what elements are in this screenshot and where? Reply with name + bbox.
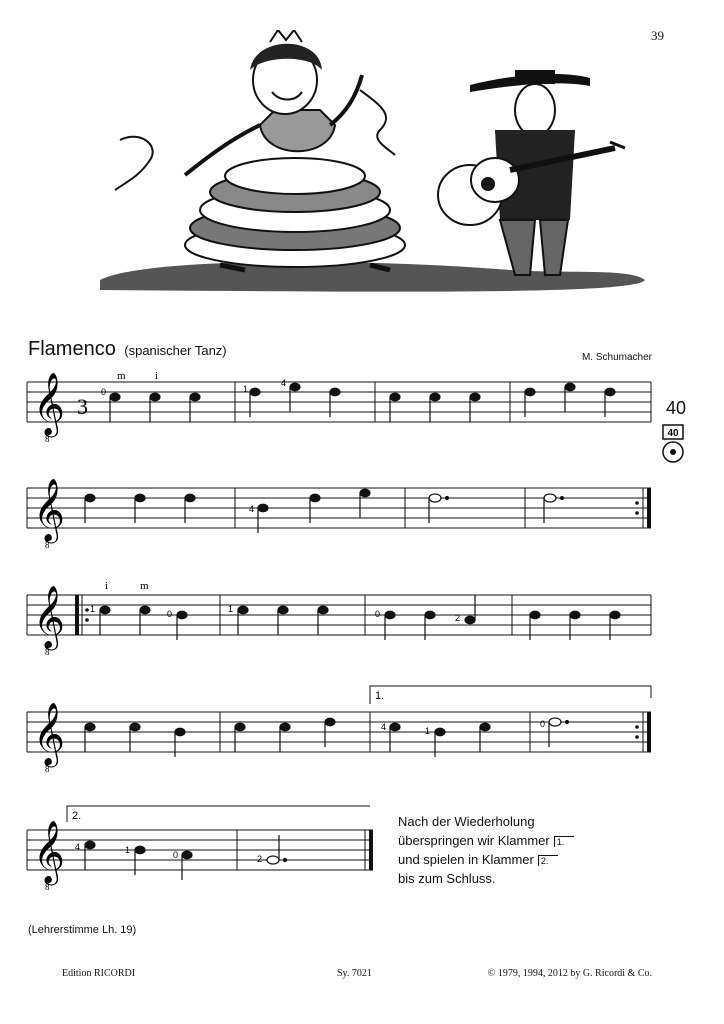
finger-mark-m: m bbox=[117, 370, 126, 382]
volta-label: 1. bbox=[375, 690, 385, 702]
treble-clef: 𝄞 bbox=[33, 372, 65, 435]
song-subtitle: (spanischer Tanz) bbox=[124, 343, 227, 358]
treble-clef: 𝄞 bbox=[33, 702, 65, 765]
finger-mark-i: i bbox=[155, 370, 159, 382]
notes-system-1 bbox=[110, 383, 615, 422]
song-title-line bbox=[28, 338, 668, 361]
instruction-line-4: bis zum Schluss. bbox=[398, 871, 496, 886]
notes-system-3 bbox=[100, 595, 620, 640]
repeat-instructions bbox=[398, 812, 618, 888]
treble-clef: 𝄞 bbox=[33, 820, 65, 883]
instruction-line-3-text: und spielen in Klammer bbox=[398, 852, 534, 867]
dancer-figure bbox=[115, 30, 405, 270]
finger-mark-i: i bbox=[105, 580, 109, 592]
fingering-1: 1 bbox=[425, 726, 431, 736]
clef-octave-mark: 8 bbox=[45, 647, 50, 657]
fingering-4: 4 bbox=[281, 378, 287, 388]
fingering-4: 4 bbox=[75, 842, 81, 852]
flamenco-illustration bbox=[90, 30, 650, 300]
fingering-1: 1 bbox=[125, 845, 131, 855]
fingering-4: 4 bbox=[381, 722, 387, 732]
fingering-1: 1 bbox=[243, 384, 249, 394]
bracket-2-label: 2. bbox=[538, 855, 559, 866]
page-number: 39 bbox=[651, 28, 664, 43]
notes-system-4 bbox=[85, 718, 569, 757]
clef-octave-mark: 8 bbox=[45, 540, 50, 550]
track-number: 40 bbox=[665, 398, 686, 418]
staff-system-3 bbox=[25, 575, 655, 685]
instruction-line-2-text: überspringen wir Klammer bbox=[398, 833, 550, 848]
fingering-2: 2 bbox=[257, 854, 263, 864]
fingering-0: 0 bbox=[540, 719, 546, 729]
cd-track-icon bbox=[662, 424, 684, 464]
volta-label: 2. bbox=[72, 810, 82, 822]
staff-system-1 bbox=[25, 362, 655, 472]
finger-mark-m: m bbox=[140, 580, 149, 592]
volta-bracket-1 bbox=[370, 686, 651, 704]
cd-badge-label: 40 bbox=[667, 428, 679, 439]
instruction-line-2 bbox=[398, 831, 618, 850]
fingering-0: 0 bbox=[167, 609, 173, 619]
bracket-1-label: 1. bbox=[554, 836, 575, 847]
staff-system-2 bbox=[25, 468, 655, 578]
guitarist-figure bbox=[438, 70, 625, 275]
staff-system-4 bbox=[25, 682, 655, 792]
fingering-2: 2 bbox=[455, 613, 461, 623]
fingering-1: 1 bbox=[228, 604, 234, 614]
fingering-1: 1 bbox=[90, 604, 96, 614]
treble-clef: 𝄞 bbox=[33, 585, 65, 648]
song-title: Flamenco bbox=[28, 338, 116, 360]
fingering-0: 0 bbox=[375, 609, 381, 619]
treble-clef: 𝄞 bbox=[33, 478, 65, 541]
footer-publisher: Edition RICORDI bbox=[62, 968, 136, 979]
time-signature: 3 bbox=[77, 394, 88, 419]
notes-system-2 bbox=[85, 489, 564, 533]
footer-catalog: Sy. 7021 bbox=[337, 968, 372, 979]
instruction-line-1: Nach der Wiederholung bbox=[398, 814, 535, 829]
clef-octave-mark: 8 bbox=[45, 434, 50, 444]
fingering-0: 0 bbox=[101, 387, 107, 397]
instruction-line-3 bbox=[398, 850, 618, 869]
clef-octave-mark: 8 bbox=[45, 764, 50, 774]
fingering-0: 0 bbox=[173, 850, 179, 860]
clef-octave-mark: 8 bbox=[45, 882, 50, 892]
fingering-4: 4 bbox=[249, 504, 255, 514]
volta-bracket-2 bbox=[67, 806, 370, 822]
footer-copyright: © 1979, 1994, 2012 by G. Ricordi & Co. bbox=[487, 968, 652, 979]
staff-system-5 bbox=[25, 800, 385, 910]
teacher-part-note: (Lehrerstimme Lh. 19) bbox=[28, 924, 137, 936]
composer: M. Schumacher bbox=[581, 352, 652, 363]
